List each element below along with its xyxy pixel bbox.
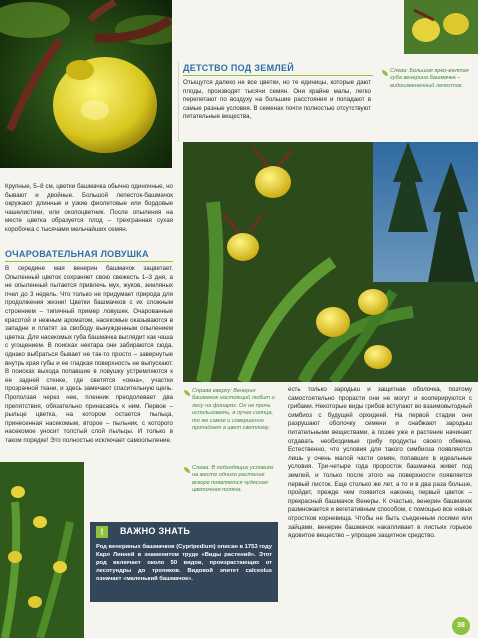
section-heading-childhood: ДЕТСТВО ПОД ЗЕМЛЕЙ <box>183 63 295 73</box>
box-heading: ВАЖНО ЗНАТЬ <box>120 526 191 536</box>
trap-intro-text: Крупные, 5–8 см, цветки башмачка обычно одиночные, но бывают и двойные. Большой лепесток-башмачок окружают длинные и узкие фиолетовые или бордовые чашелистики, или околоцветник. После опыления на месте цветка образуется плод – трехгранная сухая коробочка с тысячами мельчайших семян. <box>5 183 173 233</box>
caption-left-top: Слева: Большая ярко-желтая губа венерина башмачка – видоизмененный лепесток. <box>390 68 469 89</box>
childhood-text: Отыщутся далеко не все цветки, но те единицы, которые дают плоды, производят тысячи семян. Они крайне малы, легко перелетают по воздуху на большие расстояния и попадают в самые разные условия. В семенах почти полностью отсутствуют питательные вещества, <box>183 79 371 121</box>
heading-underline <box>183 75 373 76</box>
caption-left-bottom: Слева: В подходящих условиях на месте одного растение вскоре появляется чудесная цветочная поляна. <box>192 465 274 494</box>
flower-meadow-photo <box>0 462 84 638</box>
page-number <box>452 617 470 635</box>
leaf-icon <box>184 390 190 396</box>
divider-line <box>178 62 179 142</box>
leaf-icon <box>184 467 190 473</box>
section-heading-trap: ОЧАРОВАТЕЛЬНАЯ ЛОВУШКА <box>5 249 149 259</box>
page-number-label: 38 <box>457 622 465 629</box>
heading-underline <box>5 261 173 262</box>
forest-orchid-photo <box>183 142 478 382</box>
box-text: Род венериных башмачков (Cypripedium) описан в 1753 году Карл Линней в знаменитом труде «Виды растений». Этот род включает около 50 видов, произрастающих от лесотундры до тропиков. Видовой эпитет calceolus означает «маленький башмачок». <box>96 544 272 582</box>
caption-right-top: Справа вверху: Венерин башмачок настоящий любит и лесу на фонарях. Он не прочь использовать, в лучах солнца, то же самое и совершенно пропадает в цвет светлому. <box>192 388 275 432</box>
important-box <box>90 522 278 602</box>
main-text: есть только зародыш и защитная оболочка, поэтому самостоятельно прорасти они не могут и кооперируются с грибами. Некоторые виды грибов вступают во взаимовыгодный симбиоз с будущей орхидеей. На первой стадии они разрушают оболочку семени и снабжают зародыш питательными веществами, а позже уже и растение начинает отдавать необходимые грибу продукты своего обмена. Естественно, что условия для такого симбиоза появляются лишь у очень малой части семян, попавших в идеальные условия. Три-четыре года проросток башмачка живет под землей, и только после этого на поверхности появляется первый листок. Еще столько же лет, а то и в два раза больше, пройдет, прежде чем появится наконец первый цветок – прекрасный башмачок Венеры. К счастью, венерин башмачок размножается и вегетативным способом, с помощью все новых отростков корневища. Чтобы не быть съеденным лосями или зайцами, венерин башмачок накапливает в листьях горькое ядовитое вещество – упрощее защитное средство. <box>288 386 472 540</box>
trap-text: В середине мая венерин башмачок зацветает. Опыленный цветок сохраняет свою свежесть 1–3 дня, а не опыленный пытается привлечь мух, жуков, земляных пчел до 3 недель. Что только не придумает природа для продолжения жизни! Цветки башмачков с их сложным строением – типичный пример ловушек. Очарованные красотой и нежным ароматом, насекомые оказываются в западне и платят за свободу вынужденным опылением цветка. Для насекомых губа башмачка выглядит как чаша с угощением. В поисках нектара они забираются сюда, однако выбраться бывает не так-то просто – завернутые внутрь края губы и ее гладкая поверхность не выпускают. В поисках выхода попавшие в ловушку устремляются к ее задней стенке, где светятся «окна», участки прозрачной ткани, и здесь замечают спасительную щель. Проползая через нее, пленник преодолевает два препятствия, обязательно принасаясь к ним. Первое – рыльце цветка, на котором остается пыльца, принесенная насекомым, второе – пыльник, с которого насекомое уносит толстый слой пыльцы. И только в таком порядке! Это полностью исключает самоопыление. <box>5 265 173 444</box>
leaf-icon <box>382 70 388 76</box>
exclamation-icon: ! <box>96 526 108 538</box>
flowers-closeup-photo-small <box>404 0 478 54</box>
flower-closeup-photo <box>0 0 172 168</box>
